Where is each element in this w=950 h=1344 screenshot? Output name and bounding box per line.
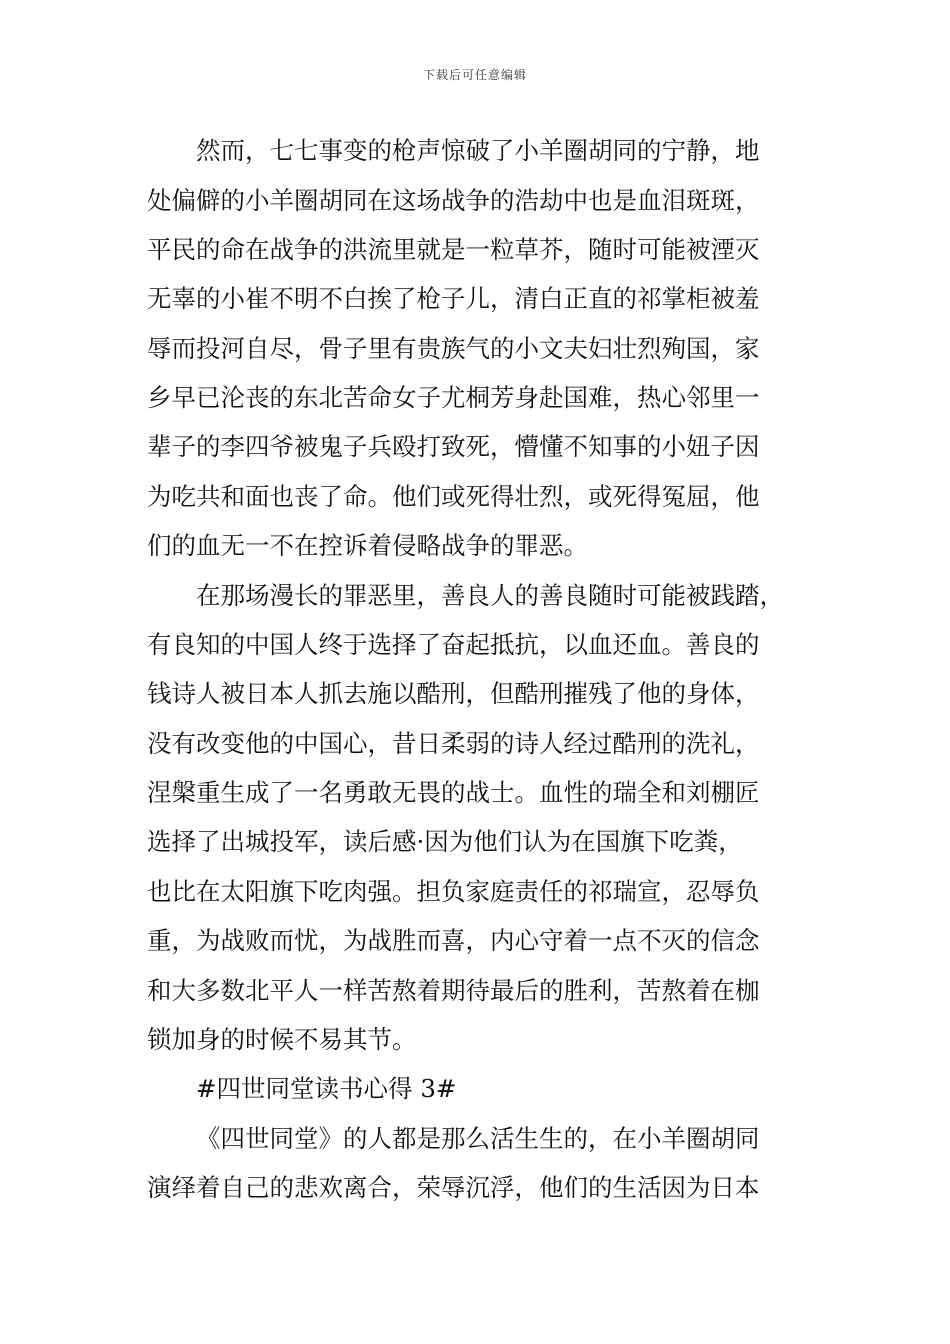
text-line: 然而，七七事变的枪声惊破了小羊圈胡同的宁静，地 [196, 136, 760, 165]
text-line: 钱诗人被日本人抓去施以酷刑，但酷刑摧残了他的身体， [147, 679, 760, 708]
text-line: 辱而投河自尽，骨子里有贵族气的小文夫妇壮烈殉国，家 [147, 334, 760, 363]
text-line: 平民的命在战争的洪流里就是一粒草芥，随时可能被湮灭 [147, 235, 760, 264]
text-line: 选择了出城投军，读后感·因为他们认为在国旗下吃粪， [147, 827, 743, 856]
text-line: 锁加身的时候不易其节。 [147, 1025, 417, 1054]
section-heading: #四世同堂读书心得 3# [196, 1074, 457, 1103]
text-line: 辈子的李四爷被鬼子兵殴打致死，懵懂不知事的小妞子因 [147, 432, 760, 461]
text-line: 无辜的小崔不明不白挨了枪子儿，清白正直的祁掌柜被羞 [147, 284, 760, 313]
page-header: 下载后可任意编辑 [422, 68, 527, 82]
text-line: 《四世同堂》的人都是那么活生生的，在小羊圈胡同 [196, 1124, 760, 1153]
text-line: 演绎着自己的悲欢离合，荣辱沉浮，他们的生活因为日本 [147, 1173, 760, 1202]
text-line: 有良知的中国人终于选择了奋起抵抗，以血还血。善良的 [147, 630, 760, 659]
text-line: 和大多数北平人一样苦熬着期待最后的胜利，苦熬着在枷 [147, 976, 760, 1005]
text-line: 们的血无一不在控诉着侵略战争的罪恶。 [147, 531, 588, 560]
text-line: 重，为战败而忧，为战胜而喜，内心守着一点不灭的信念 [147, 926, 760, 955]
text-line: 处偏僻的小羊圈胡同在这场战争的浩劫中也是血泪斑斑， [147, 186, 760, 215]
text-line: 乡早已沦丧的东北苦命女子尤桐芳身赴国难，热心邻里一 [147, 383, 760, 412]
text-line: 在那场漫长的罪恶里，善良人的善良随时可能被践踏， [196, 581, 784, 610]
text-line: 没有改变他的中国心，昔日柔弱的诗人经过酷刑的洗礼， [147, 729, 760, 758]
text-line: 涅槃重生成了一名勇敢无畏的战士。血性的瑞全和刘棚匠 [147, 778, 760, 807]
text-line: 为吃共和面也丧了命。他们或死得壮烈，或死得冤屈，他 [147, 482, 760, 511]
text-line: 也比在太阳旗下吃肉强。担负家庭责任的祁瑞宣，忍辱负 [147, 877, 760, 906]
